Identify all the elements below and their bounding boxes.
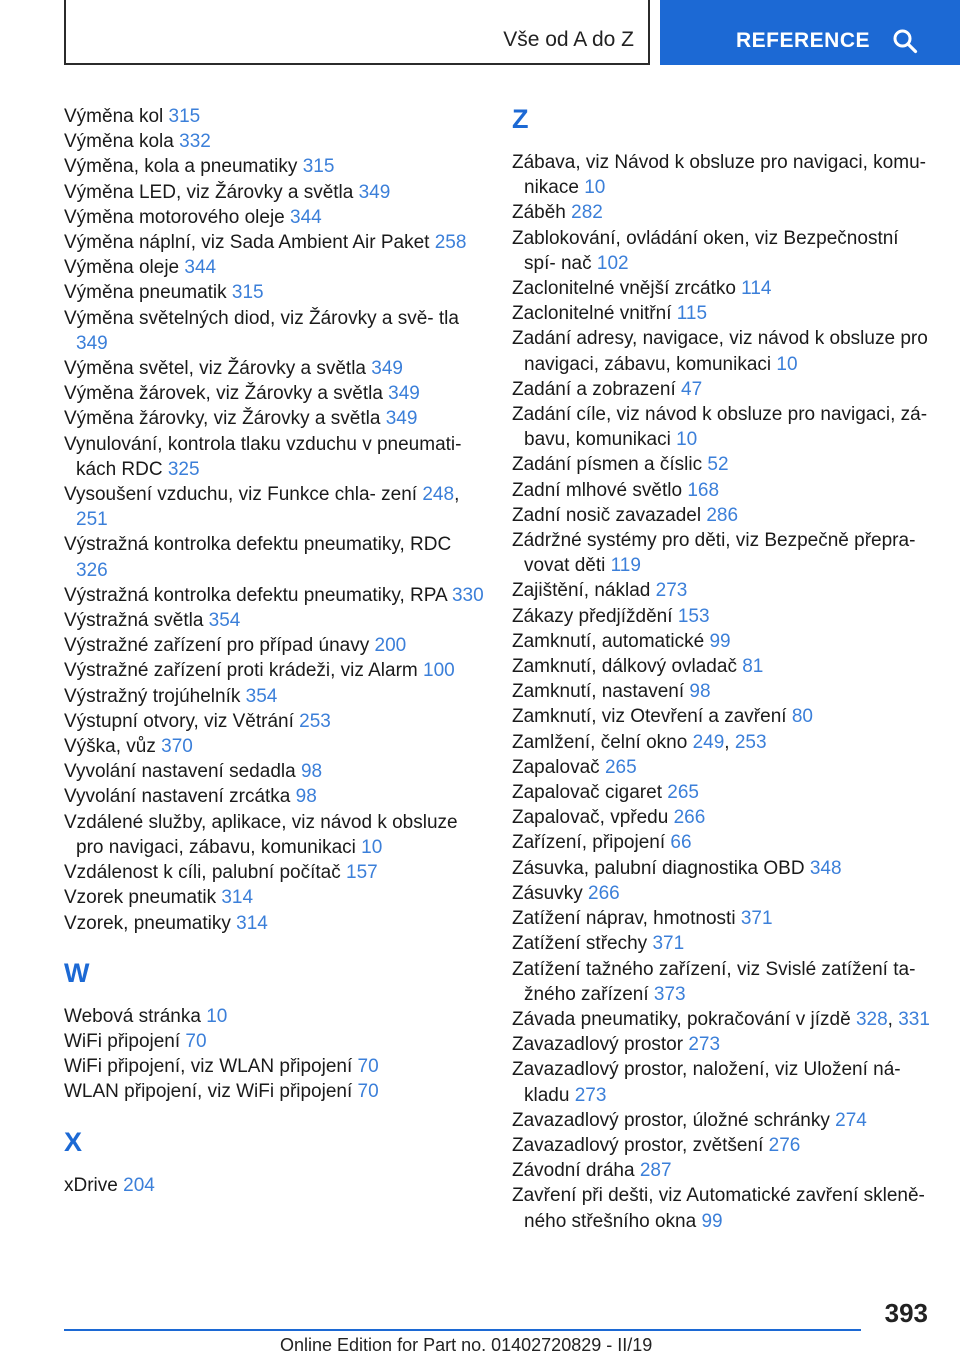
index-entry [64, 154, 484, 179]
index-entry [512, 1133, 932, 1158]
reference-label: REFERENCE [735, 28, 870, 52]
index-entry [64, 356, 484, 381]
page-link[interactable]: 248 [422, 484, 455, 506]
index-entry-term: Vyvolání nastavení zrcátka [64, 786, 296, 808]
page-link[interactable]: 330 [451, 584, 484, 606]
index-entry-term: Výstupní otvory, viz Větrání [64, 710, 300, 732]
index-entry [64, 129, 484, 154]
index-entry [512, 780, 932, 805]
index-entry-term: Zadání adresy, navigace, viz návod k obsluze pro navigaci, zábavu, komunikaci [512, 328, 928, 375]
page-link[interactable]: 99 [701, 1210, 723, 1232]
section-title: Vše od A do Z [503, 28, 634, 51]
index-entry-term: Zamlžení, čelní okno [512, 731, 693, 753]
page-link[interactable]: 273 [655, 580, 688, 602]
index-entry [512, 679, 932, 704]
index-entry-term: Výměna světel, viz Žárovky a světla [64, 358, 372, 380]
index-entry [512, 704, 932, 729]
index-entry-term: Výměna náplní, viz Sada Ambient Air Paket [64, 232, 435, 254]
page-link[interactable]: 286 [706, 504, 739, 526]
index-entry-term: Výška, vůz [64, 736, 162, 758]
index-entry: Zamlžení, čelní okno 249, 253 [512, 731, 767, 753]
index-entry-term: Vynulování, kontrola tlaku vzduchu v pneumati‐ kách RDC [64, 433, 462, 480]
index-entry [512, 578, 932, 603]
index-entry [512, 150, 932, 200]
footer-edition: Online Edition for Part no. 01402720829 - II/19 [280, 1335, 653, 1355]
page-link[interactable]: 200 [374, 635, 407, 657]
page-link[interactable]: 344 [290, 206, 322, 228]
index-entry [512, 1183, 932, 1233]
page-link[interactable]: 10 [676, 429, 698, 451]
index-entry-term: WiFi připojení, viz WLAN připojení [64, 1056, 358, 1078]
page-link[interactable]: 253 [734, 731, 767, 753]
index-entry-term: Výstražná světla [64, 610, 209, 632]
index-entry [512, 528, 932, 578]
index-entry [64, 784, 484, 809]
index-entry: Závada pneumatiky, pokračování v jízdě 328, 331 [512, 1008, 930, 1030]
page-link[interactable]: 204 [123, 1174, 155, 1196]
index-entry-term: Výstražná kontrolka defektu pneumatiky, RDC [64, 534, 452, 556]
page-link[interactable]: 273 [574, 1084, 607, 1106]
page-link[interactable]: 344 [184, 257, 217, 279]
page-link[interactable]: 349 [371, 358, 403, 380]
index-entry [64, 759, 484, 784]
index-letter-heading: Z [512, 104, 529, 134]
index-entry-term: Zamknutí, dálkový ovladač [512, 656, 743, 678]
index-entry-term: Závada pneumatiky, pokračování v jízdě [512, 1008, 856, 1030]
index-entry [64, 633, 484, 658]
index-entry-term: Zavazadlový prostor, zvětšení [512, 1134, 769, 1156]
page-link[interactable]: 168 [687, 479, 720, 501]
index-entry [64, 432, 484, 482]
index-entry [512, 931, 932, 956]
page-link[interactable]: 314 [236, 912, 268, 934]
index-entry-term: Zajištění, náklad [512, 580, 656, 602]
page-link[interactable]: 70 [357, 1081, 379, 1103]
page-link[interactable]: 349 [385, 408, 418, 430]
index-entry-term: Zavazadlový prostor, naložení, viz Uložení ná‐ kladu [512, 1059, 901, 1106]
page-link[interactable]: 328 [855, 1008, 888, 1030]
page-link[interactable]: 249 [692, 731, 725, 753]
reference-tab[interactable] [660, 0, 960, 65]
page-link[interactable]: 315 [231, 282, 264, 304]
index-entry-term: Zapalovač [512, 756, 605, 778]
index-entry-term: Vzdálené služby, aplikace, viz návod k obsluze pro navigaci, zábavu, komunikaci [64, 811, 458, 858]
index-entry [512, 906, 932, 931]
page-link[interactable]: 80 [791, 706, 813, 728]
index-entry [512, 503, 932, 528]
index-entry [64, 306, 484, 356]
page-link[interactable]: 354 [208, 610, 241, 632]
index-entry-term: Výstražné zařízení proti krádeži, viz Alarm [64, 660, 424, 682]
index-entry-term: Zásuvka, palubní diagnostika OBD [512, 857, 810, 879]
index-entry [512, 226, 932, 276]
page-link[interactable]: 10 [584, 177, 606, 199]
page-link[interactable]: 10 [776, 353, 798, 375]
page-link[interactable]: 98 [300, 761, 323, 783]
index-entry-term: Výstražné zařízení pro případ únavy [64, 635, 375, 657]
page-link[interactable]: 266 [673, 807, 706, 829]
index-entry-term: Zadní mlhové světlo [512, 479, 688, 501]
page-link[interactable]: 70 [357, 1056, 379, 1078]
page-link[interactable]: 99 [709, 630, 731, 652]
index-entry-term: Zádržné systémy pro děti, viz Bezpečně přepra‐ vovat děti [512, 530, 916, 577]
index-entry-term: Zapalovač, vpředu [512, 807, 674, 829]
page-link[interactable]: 70 [185, 1030, 207, 1052]
index-entry [64, 205, 484, 230]
index-entry [512, 452, 932, 477]
page-link[interactable]: 315 [168, 106, 201, 127]
index-entry [512, 478, 932, 503]
index-entry [64, 1029, 484, 1054]
page-link[interactable]: 10 [206, 1005, 228, 1027]
page-link[interactable]: 98 [295, 786, 317, 808]
index-entry-term: Vyvolání nastavení sedadla [64, 761, 301, 783]
index-entry [512, 200, 932, 225]
index-entry [64, 406, 484, 431]
page-link[interactable]: 100 [423, 660, 455, 682]
index-entry-term: Výměna, kola a pneumatiky [64, 156, 303, 178]
page-link[interactable]: 371 [652, 933, 685, 955]
index-entry-term: Vysoušení vzduchu, viz Funkce chla‐ zení [64, 484, 423, 506]
page-link[interactable]: 98 [689, 681, 711, 703]
index-entry [64, 583, 484, 608]
page-link[interactable]: 348 [809, 857, 842, 879]
index-entry [512, 301, 932, 326]
index-entry-term: Výměna LED, viz Žárovky a světla [64, 181, 359, 203]
page-link[interactable]: 287 [639, 1160, 672, 1182]
page-link[interactable]: 349 [358, 181, 391, 203]
index-letter-heading: W [64, 957, 90, 988]
index-entry-term: Vzorek, pneumatiky [64, 912, 237, 934]
page-link[interactable]: 253 [299, 710, 331, 732]
index-entry-term: Zábava, viz Návod k obsluze pro navigaci, komu‐ nikace [512, 152, 926, 199]
page-link[interactable]: 354 [245, 685, 278, 707]
index-entry-term: Vzorek pneumatik [64, 887, 222, 909]
index-entry [64, 381, 484, 406]
index-entry-term: Zákazy předjíždění [512, 605, 678, 627]
index-entry-term: Zavření při dešti, viz Automatické zavření skleně‐ ného střešního okna [512, 1185, 925, 1232]
page-link[interactable]: 47 [681, 378, 703, 400]
index-entry [512, 629, 932, 654]
index-entry-term: WiFi připojení [64, 1030, 186, 1052]
index-entry [64, 709, 484, 734]
page-link[interactable]: 52 [707, 454, 729, 476]
index-entry [512, 326, 932, 376]
index-entry-term: Zadání písmen a číslic [512, 454, 708, 476]
page-link[interactable]: 315 [302, 156, 335, 178]
index-entry-term: Výstražný trojúhelník [64, 685, 246, 707]
index-entry-term: Výměna pneumatik [64, 282, 232, 304]
page-link[interactable]: 326 [76, 559, 108, 581]
index-entry-term: Zásuvky [512, 882, 589, 904]
index-entry [64, 911, 484, 936]
index-entry [64, 180, 484, 205]
index-entry [64, 1079, 484, 1104]
index-entry [64, 1054, 484, 1079]
index-entry-term: Zadání a zobrazení [512, 378, 681, 400]
index-entry [64, 230, 484, 255]
page-link[interactable]: 274 [835, 1109, 867, 1131]
index-entry-term: Zamknutí, automatické [512, 630, 710, 652]
index-entry-term: WLAN připojení, viz WiFi připojení [64, 1081, 358, 1103]
page-number: 393 [884, 1298, 928, 1328]
index-entry-term: Výměna žárovek, viz Žárovky a světla [64, 383, 389, 405]
index-entry-term: Zaclonitelné vnější zrcátko [512, 278, 742, 300]
page-link[interactable]: 265 [667, 782, 699, 804]
page-link[interactable]: 153 [677, 605, 710, 627]
index-entry [64, 810, 484, 860]
index-entry [512, 1158, 932, 1183]
index-entry [512, 402, 932, 452]
page-link[interactable]: 10 [361, 836, 383, 858]
index-entry [512, 957, 932, 1007]
index-entry [64, 885, 484, 910]
page-link[interactable]: 325 [167, 458, 200, 480]
page-link[interactable]: 282 [571, 202, 603, 224]
index-entry-term: Zablokování, ovládání oken, viz Bezpečnostní spí‐ nač [512, 227, 899, 274]
page-link[interactable]: 115 [676, 303, 708, 325]
index-entry [512, 1057, 932, 1107]
index-entry [512, 604, 932, 629]
page-link[interactable]: 332 [179, 131, 211, 153]
page-link[interactable]: 157 [346, 862, 378, 884]
page-link[interactable]: 251 [76, 509, 108, 531]
index-entry: Vysoušení vzduchu, viz Funkce chla‐ zení 248, 251 [64, 484, 460, 531]
index-entry-term: Zaclonitelné vnitřní [512, 303, 677, 325]
page-link[interactable]: 102 [596, 252, 629, 274]
page-link[interactable]: 114 [741, 278, 772, 300]
index-entry-term: Zařízení, připojení [512, 832, 671, 854]
page-link[interactable]: 265 [604, 756, 637, 778]
index-entry-term: Výstražná kontrolka defektu pneumatiky, RPA [64, 584, 452, 606]
index-entry-term: Zatížení střechy [512, 933, 653, 955]
index-entry-term: Výměna žárovky, viz Žárovky a světla [64, 408, 386, 430]
index-entry [64, 280, 484, 305]
index-entry [512, 654, 932, 679]
index-entry-term: Zavazadlový prostor, úložné schránky [512, 1109, 836, 1131]
index-entry [512, 276, 932, 301]
index-entry [64, 860, 484, 885]
page-link[interactable]: 119 [610, 555, 641, 577]
index-entry [512, 856, 932, 881]
page-link[interactable]: 273 [688, 1034, 721, 1056]
search-icon[interactable] [892, 28, 918, 54]
page-link[interactable]: 331 [898, 1008, 930, 1030]
index-entry [64, 608, 484, 633]
index-entry [512, 830, 932, 855]
index-entry-term: Záběh [512, 202, 572, 224]
index-entry [512, 755, 932, 780]
page-link[interactable]: 314 [221, 887, 254, 909]
page-link[interactable]: 258 [434, 232, 467, 254]
index-entry [64, 684, 484, 709]
index-entry-term: Zadní nosič zavazadel [512, 504, 707, 526]
index-entry-term: Závodní dráha [512, 1160, 640, 1182]
index-entry-term: Zadání cíle, viz návod k obsluze pro navigaci, zá‐ bavu, komunikaci [512, 404, 928, 451]
page-link[interactable]: 370 [161, 736, 193, 758]
index-entry [512, 881, 932, 906]
index-entry-term: Zatížení náprav, hmotnosti [512, 908, 741, 930]
index-entry-term: Zapalovač cigaret [512, 782, 668, 804]
index-entry-term: Výměna kol [64, 106, 169, 127]
index-entry-term: Zavazadlový prostor [512, 1034, 689, 1056]
page-link[interactable]: 276 [768, 1134, 801, 1156]
page-link[interactable]: 81 [742, 656, 764, 678]
index-entry [64, 255, 484, 280]
index-entry-term: Zamknutí, viz Otevření a zavření [512, 706, 792, 728]
index-entry-term: Zatížení tažného zařízení, viz Svislé zatížení ta‐ žného zařízení [512, 958, 916, 1005]
header-section-box [64, 0, 650, 65]
index-entry [512, 1108, 932, 1133]
index-letter-heading: X [64, 1126, 83, 1157]
page-link[interactable]: 349 [76, 332, 108, 354]
index-entry [64, 1173, 484, 1198]
index-entry-term: xDrive [64, 1174, 124, 1196]
page-link[interactable]: 371 [740, 908, 773, 930]
footer-divider [64, 1329, 861, 1331]
index-entry-term: Výměna oleje [64, 257, 185, 279]
index-entry-term: Výměna kola [64, 131, 180, 153]
index-entry [64, 734, 484, 759]
index-entry [64, 104, 484, 129]
index-entry [64, 532, 484, 582]
index-entry-term: Zamknutí, nastavení [512, 681, 690, 703]
index-entry [512, 1032, 932, 1057]
index-entry-term: Webová stránka [64, 1005, 207, 1027]
page-link[interactable]: 349 [388, 383, 420, 405]
index-entry [512, 805, 932, 830]
index-entry [64, 1004, 484, 1029]
index-entry-term: Vzdálenost k cíli, palubní počítač [64, 862, 346, 884]
index-entry-term: Výměna motorového oleje [64, 206, 291, 228]
page-link[interactable]: 66 [670, 832, 692, 854]
page-link[interactable]: 373 [653, 983, 686, 1005]
index-entry [512, 377, 932, 402]
index-column-left [64, 104, 484, 1198]
index-column-right [512, 104, 932, 1234]
page-link[interactable]: 266 [588, 882, 620, 904]
index-entry [64, 658, 484, 683]
index-entry-term: Výměna světelných diod, viz Žárovky a svě‐ tla [64, 307, 459, 329]
